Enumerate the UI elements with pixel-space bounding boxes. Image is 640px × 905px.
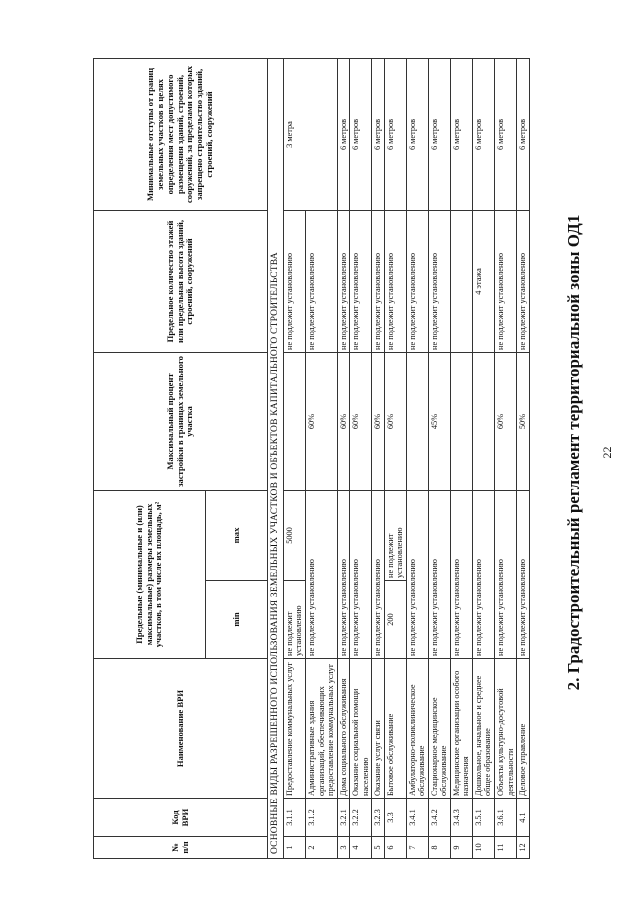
row-floors: не подлежит установлению [517,210,530,352]
row-num: 1 [283,837,305,859]
row-name: Амбулаторно-поликлиническое обслуживание [406,659,428,799]
row-name: Медицинские организации особого назначения [450,659,472,799]
row-size: не подлежит установлению [495,490,517,658]
row-setback: 6 метров [350,58,372,210]
row-num: 8 [428,837,450,859]
header-name: Наименование ВРИ [94,659,268,799]
row-setback: 6 метров [337,58,350,210]
row-name: Деловое управление [517,659,530,799]
row-setback: 6 метров [372,58,385,210]
row-floors: не подлежит установлению [495,210,517,352]
row-name: Дошкольное, начальное и среднее общее образование [472,659,494,799]
row-num: 11 [495,837,517,859]
row-name: Объекты культурно-досуговой деятельности [495,659,517,799]
row-coverage: 60% [337,352,350,490]
header-max: max [206,490,268,580]
row-num: 2 [305,837,337,859]
row-coverage: 50% [517,352,530,490]
row-size: не подлежит установлению [428,490,450,658]
row-coverage: 60% [372,352,385,490]
row-coverage [406,352,428,490]
row-code: 3.6.1 [495,799,517,837]
row-max: 5000 [283,490,305,580]
row-num: 3 [337,837,350,859]
header-code: Код ВРИ [94,799,268,837]
row-floors: не подлежит установлению [372,210,385,352]
row-name: Дома социального обслуживания [337,659,350,799]
row-coverage: 60% [495,352,517,490]
row-code: 3.4.2 [428,799,450,837]
row-setback: 6 метров [472,58,494,210]
row-floors: не подлежит установлению [406,210,428,352]
header-size: Предельные (минимальные и (или) максимальные) размеры земельных участков, в том числе их площадь, м² [94,490,206,658]
header-coverage: Максимальный процент застройки в границах земельного участка [94,352,268,490]
header-setback: Минимальные отступы от границ земельных участков в целях определения мест допустимого размещения зданий, строений, сооружений, за пределами которых запрещено строительство зданий, строений, сооружений [94,58,268,210]
row-max: не подлежит установлению [384,490,406,580]
row-size: не подлежит установлению [450,490,472,658]
row-setback: 6 метров [384,58,406,210]
row-size: не подлежит установлению [372,490,385,658]
row-num: 6 [384,837,406,859]
regulation-table [93,58,530,859]
row-name: Оказание социальной помощи населению [350,659,372,799]
row-name: Бытовое обслуживание [384,659,406,799]
row-size: не подлежит установлению [517,490,530,658]
row-setback: 3 метра [283,58,337,210]
row-setback: 6 метров [495,58,517,210]
header-floors: Предельное количество этажей или предельная высота зданий, строений, сооружений [94,210,268,352]
row-num: 12 [517,837,530,859]
row-code: 3.4.1 [406,799,428,837]
row-setback: 6 метров [428,58,450,210]
row-floors: не подлежит установлению [428,210,450,352]
row-floors: не подлежит установлению [350,210,372,352]
row-size: не подлежит установлению [406,490,428,658]
row-code: 3.3 [384,799,406,837]
row-code: 3.1.2 [305,799,337,837]
row-num: 4 [350,837,372,859]
row-coverage [450,352,472,490]
row-code: 4.1 [517,799,530,837]
row-name: Стационарное медицинское обслуживание [428,659,450,799]
row-num: 5 [372,837,385,859]
row-code: 3.2.2 [350,799,372,837]
row-floors: не подлежит установлению [337,210,350,352]
row-size: не подлежит установлению [337,490,350,658]
row-coverage: 45% [428,352,450,490]
row-floors: не подлежит установлению [384,210,406,352]
row-num: 9 [450,837,472,859]
row-floors: не подлежит установлению [305,210,337,352]
row-name: Предоставление коммунальных услуг [283,659,305,799]
row-name: Административные здания организаций, обеспечивающих предоставление коммунальных услуг [305,659,337,799]
header-min: min [206,581,268,659]
row-code: 3.5.1 [472,799,494,837]
section-heading: ОСНОВНЫЕ ВИДЫ РАЗРЕШЕННОГО ИСПОЛЬЗОВАНИЯ ЗЕМЕЛЬНЫХ УЧАСТКОВ И ОБЪЕКТОВ КАПИТАЛЬНОГО СТРОИТЕЛЬСТВА [268,58,284,858]
row-floors [450,210,472,352]
row-setback: 6 метров [406,58,428,210]
document-title: 2. Градостроительный регламент территориальной зоны ОД1 [564,214,583,691]
header-num: № п/п [94,837,268,859]
row-min: 200 [384,581,406,659]
row-setback: 6 метров [450,58,472,210]
page-number: 22 [600,446,614,459]
row-min: не подлежит установлению [283,581,305,659]
row-coverage [283,352,305,490]
row-num: 7 [406,837,428,859]
row-setback: 6 метров [517,58,530,210]
row-coverage [472,352,494,490]
row-floors: 4 этажа [472,210,494,352]
row-code: 3.1.1 [283,799,305,837]
row-coverage: 60% [305,352,337,490]
row-num: 10 [472,837,494,859]
row-coverage: 60% [384,352,406,490]
row-code: 3.4.3 [450,799,472,837]
row-floors: не подлежит установлению [283,210,305,352]
row-name: Оказание услуг связи [372,659,385,799]
row-code: 3.2.3 [372,799,385,837]
row-size: не подлежит установлению [305,490,337,658]
row-coverage: 60% [350,352,372,490]
row-size: не подлежит установлению [472,490,494,658]
row-code: 3.2.1 [337,799,350,837]
row-size: не подлежит установлению [350,490,372,658]
